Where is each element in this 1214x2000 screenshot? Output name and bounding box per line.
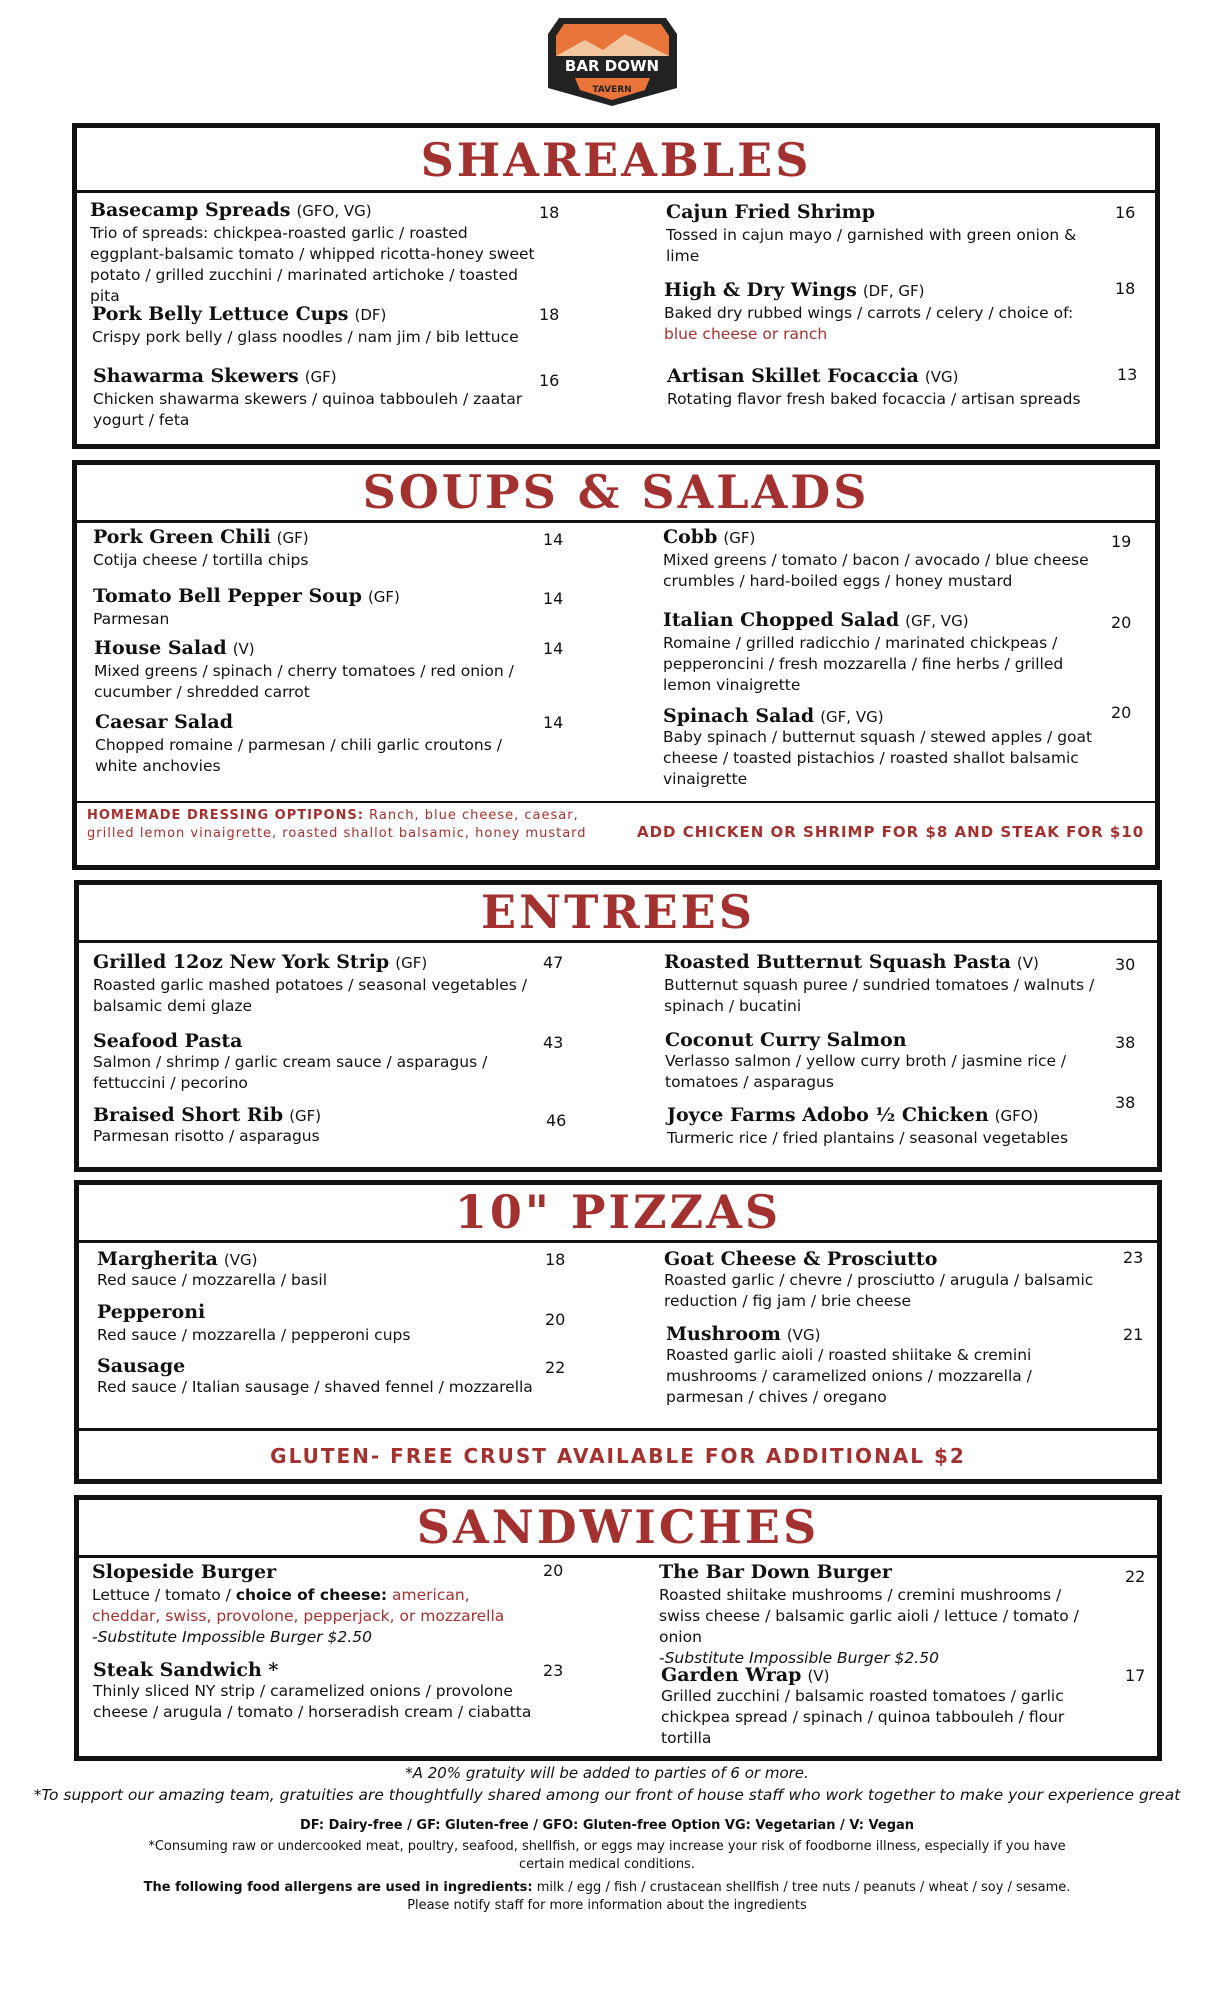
item-price: 14 xyxy=(543,589,564,608)
item-tags: (DF, GF) xyxy=(862,282,925,300)
item-price: 47 xyxy=(543,953,564,972)
item-price: 14 xyxy=(543,713,564,732)
item-desc: Mixed greens / spinach / cherry tomatoes / red onion / cucumber / shredded carrot xyxy=(94,662,514,701)
menu-item xyxy=(664,279,1104,345)
bar-down-tavern-logo xyxy=(545,10,680,108)
menu-item xyxy=(94,637,544,703)
item-name: Goat Cheese & Prosciutto xyxy=(664,1248,938,1270)
item-desc: Red sauce / mozzarella / pepperoni cups xyxy=(97,1326,411,1344)
item-price: 20 xyxy=(545,1310,566,1329)
menu-item xyxy=(666,1323,1106,1408)
item-desc: Rotating flavor fresh baked focaccia / artisan spreads xyxy=(667,390,1081,408)
shareables-section xyxy=(72,123,1160,449)
cheese-choice-label: choice of cheese: xyxy=(235,1586,388,1604)
item-name: The Bar Down Burger xyxy=(659,1561,892,1583)
dressing-options xyxy=(87,807,607,843)
menu-item xyxy=(97,1301,547,1346)
item-desc: Baked dry rubbed wings / carrots / celery / choice of: blue cheese or ranch xyxy=(664,304,1074,343)
sandwiches-section xyxy=(74,1495,1162,1761)
item-name: Sausage xyxy=(97,1355,186,1377)
item-desc: Tossed in cajun mayo / garnished with green onion & lime xyxy=(666,226,1077,265)
item-tags: (GF) xyxy=(276,529,309,547)
item-name: Pork Green Chili xyxy=(93,526,271,548)
item-name: Mushroom xyxy=(666,1323,781,1345)
item-tags: (GF, VG) xyxy=(905,612,969,630)
section-title: ENTREES xyxy=(481,885,755,939)
item-price: 16 xyxy=(539,371,560,390)
item-tags: (GFO) xyxy=(994,1107,1039,1125)
item-desc: Roasted garlic aioli / roasted shiitake & cremini mushrooms / caramelized onions / mozzarella / parmesan / chives / oregano xyxy=(666,1346,1032,1406)
menu-item xyxy=(666,201,1106,267)
impossible-substitute: -Substitute Impossible Burger $2.50 xyxy=(92,1628,372,1646)
item-tags: (VG) xyxy=(924,368,959,386)
menu-item xyxy=(93,1030,543,1094)
item-price: 16 xyxy=(1115,203,1136,222)
item-name: High & Dry Wings xyxy=(664,279,857,301)
cheese-options: american, cheddar, swiss, provolone, pepperjack, or mozzarella xyxy=(92,1586,505,1625)
item-desc: Parmesan xyxy=(93,610,170,628)
item-desc: Grilled zucchini / balsamic roasted tomatoes / garlic chickpea spread / spinach / quinoa tabbouleh / flour tortilla xyxy=(661,1687,1065,1747)
menu-item xyxy=(93,585,543,630)
item-price: 38 xyxy=(1115,1093,1136,1112)
item-desc: Roasted garlic / chevre / prosciutto / arugula / balsamic reduction / fig jam / brie cheese xyxy=(664,1271,1094,1310)
item-desc: Roasted shiitake mushrooms / cremini mushrooms / swiss cheese / balsamic garlic aioli / lettuce / tomato / onion -Substitute Impossible Burger $2.50 xyxy=(659,1586,1079,1667)
item-name: Braised Short Rib xyxy=(93,1104,284,1126)
item-price: 14 xyxy=(543,639,564,658)
item-tags: (GF) xyxy=(367,588,400,606)
menu-item xyxy=(92,1561,532,1648)
item-name: Steak Sandwich * xyxy=(93,1659,279,1681)
menu-item xyxy=(93,1104,543,1147)
menu-item xyxy=(97,1248,547,1291)
item-desc: Chopped romaine / parmesan / chili garlic croutons / white anchovies xyxy=(95,736,502,775)
item-desc: Thinly sliced NY strip / caramelized onions / provolone cheese / arugula / tomato / horseradish cream / ciabatta xyxy=(93,1682,532,1721)
allergen-note xyxy=(130,1879,1084,1915)
item-price: 22 xyxy=(1125,1567,1146,1586)
soups-salads-section xyxy=(72,460,1160,870)
item-desc: Mixed greens / tomato / bacon / avocado / blue cheese crumbles / hard-boiled eggs / honey mustard xyxy=(663,551,1089,590)
allergen-list: milk / egg / fish / crustacean shellfish / tree nuts / peanuts / wheat / soy / sesame. Please notify staff for more information about the ingredients xyxy=(407,1880,1071,1913)
gluten-free-crust-note: GLUTEN- FREE CRUST AVAILABLE FOR ADDITIONAL $2 xyxy=(270,1444,966,1468)
item-desc: Butternut squash puree / sundried tomatoes / walnuts / spinach / bucatini xyxy=(664,976,1095,1015)
item-desc: Red sauce / mozzarella / basil xyxy=(97,1271,328,1289)
item-price: 20 xyxy=(543,1561,564,1580)
menu-item xyxy=(93,365,543,431)
item-name: House Salad xyxy=(94,637,227,659)
item-price: 18 xyxy=(539,305,560,324)
allergen-label: The following food allergens are used in ingredients: xyxy=(143,1880,533,1895)
item-tags: (GF) xyxy=(395,954,428,972)
item-desc: Roasted garlic mashed potatoes / seasonal vegetables / balsamic demi glaze xyxy=(93,976,528,1015)
item-desc: Verlasso salmon / yellow curry broth / jasmine rice / tomatoes / asparagus xyxy=(665,1052,1067,1091)
item-name: Artisan Skillet Focaccia xyxy=(667,365,919,387)
section-title: SANDWICHES xyxy=(416,1500,820,1554)
menu-item xyxy=(667,365,1107,410)
item-tags: (GF, VG) xyxy=(820,708,884,726)
svg-text:TAVERN: TAVERN xyxy=(592,85,632,95)
item-price: 20 xyxy=(1111,613,1132,632)
item-name: Seafood Pasta xyxy=(93,1030,243,1052)
item-price: 30 xyxy=(1115,955,1136,974)
section-title: SOUPS & SALADS xyxy=(362,465,870,519)
item-name: Pork Belly Lettuce Cups xyxy=(92,303,349,325)
dressing-label: HOMEMADE DRESSING OPTIPONS: xyxy=(87,808,364,823)
item-name: Cobb xyxy=(663,526,718,548)
svg-text:BAR DOWN: BAR DOWN xyxy=(564,57,660,75)
item-price: 21 xyxy=(1123,1325,1144,1344)
item-tags: (V) xyxy=(1016,954,1039,972)
item-tags: (V) xyxy=(807,1667,830,1685)
impossible-substitute: -Substitute Impossible Burger $2.50 xyxy=(659,1649,939,1667)
item-name: Tomato Bell Pepper Soup xyxy=(93,585,362,607)
menu-item xyxy=(667,1104,1107,1149)
item-price: 18 xyxy=(545,1250,566,1269)
menu-item xyxy=(93,526,543,571)
item-name: Garden Wrap xyxy=(661,1664,802,1686)
menu-item xyxy=(663,705,1103,790)
item-desc: Romaine / grilled radicchio / marinated chickpeas / pepperoncini / fresh mozzarella / fine herbs / grilled lemon vinaigrette xyxy=(663,634,1064,694)
menu-item xyxy=(92,303,542,348)
raw-food-warning: *Consuming raw or undercooked meat, poultry, seafood, shellfish, or eggs may increase your risk of foodborne illness, especially if you have certain medical conditions. xyxy=(148,1839,1066,1872)
item-desc: Turmeric rice / fried plantains / seasonal vegetables xyxy=(667,1129,1069,1147)
item-name: Roasted Butternut Squash Pasta xyxy=(664,951,1011,973)
item-tags: (VG) xyxy=(223,1251,258,1269)
menu-item xyxy=(93,1659,533,1723)
item-price: 17 xyxy=(1125,1666,1146,1685)
item-tags: (GF) xyxy=(723,529,756,547)
item-price: 23 xyxy=(543,1661,564,1680)
pizzas-section xyxy=(74,1180,1162,1484)
item-name: Caesar Salad xyxy=(95,711,234,733)
item-price: 23 xyxy=(1123,1248,1144,1267)
dietary-legend: DF: Dairy-free / GF: Gluten-free / GFO: Gluten-free Option VG: Vegetarian / V: Vegan xyxy=(299,1818,915,1833)
item-price: 43 xyxy=(543,1033,564,1052)
item-desc: Baby spinach / butternut squash / stewed apples / goat cheese / toasted pistachios / roasted shallot balsamic vinaigrette xyxy=(663,728,1093,788)
item-name: Shawarma Skewers xyxy=(93,365,299,387)
menu-item xyxy=(664,1248,1104,1312)
item-price: 19 xyxy=(1111,532,1132,551)
item-name: Basecamp Spreads xyxy=(90,199,291,221)
item-name: Italian Chopped Salad xyxy=(663,609,900,631)
item-tags: (GF) xyxy=(289,1107,322,1125)
menu-item xyxy=(93,951,543,1017)
item-desc-choice: blue cheese or ranch xyxy=(664,325,828,343)
section-title: SHAREABLES xyxy=(420,133,812,187)
item-name: Slopeside Burger xyxy=(92,1561,277,1583)
item-desc: Salmon / shrimp / garlic cream sauce / asparagus / fettuccini / pecorino xyxy=(93,1053,488,1092)
entrees-section xyxy=(74,880,1162,1172)
item-price: 18 xyxy=(539,203,560,222)
item-desc: Red sauce / Italian sausage / shaved fennel / mozzarella xyxy=(97,1378,533,1396)
item-desc: Chicken shawarma skewers / quinoa tabbouleh / zaatar yogurt / feta xyxy=(93,390,523,429)
item-name: Cajun Fried Shrimp xyxy=(666,201,876,223)
menu-item xyxy=(663,526,1103,592)
item-price: 14 xyxy=(543,530,564,549)
item-tags: (VG) xyxy=(786,1326,821,1344)
item-desc: Lettuce / tomato / choice of cheese: american, cheddar, swiss, provolone, pepperjack, or mozzarella -Substitute Impossible Burger $2.50 xyxy=(92,1586,505,1646)
menu-item xyxy=(90,199,540,307)
item-desc: Trio of spreads: chickpea-roasted garlic / roasted eggplant-balsamic tomato / whipped ricotta-honey sweet potato / grilled zucchini / marinated artichoke / toasted pita xyxy=(90,224,535,305)
item-tags: (V) xyxy=(232,640,255,658)
menu-item xyxy=(664,951,1104,1017)
item-name: Pepperoni xyxy=(97,1301,206,1323)
item-price: 22 xyxy=(545,1358,566,1377)
item-tags: (GFO, VG) xyxy=(296,202,372,220)
item-name: Margherita xyxy=(97,1248,218,1270)
item-price: 38 xyxy=(1115,1033,1136,1052)
menu-item xyxy=(95,711,545,777)
item-name: Joyce Farms Adobo ½ Chicken xyxy=(667,1104,989,1126)
item-price: 13 xyxy=(1117,365,1138,384)
item-name: Coconut Curry Salmon xyxy=(665,1029,907,1051)
menu-item xyxy=(661,1664,1101,1749)
gratuity-note: *A 20% gratuity will be added to parties of 6 or more. xyxy=(405,1764,809,1782)
menu-item xyxy=(663,609,1103,696)
menu-item xyxy=(659,1561,1099,1669)
gratuity-sharing-note: *To support our amazing team, gratuities are thoughtfully shared among our front of house staff who work together to make your experience great xyxy=(33,1786,1181,1804)
item-desc: Cotija cheese / tortilla chips xyxy=(93,551,309,569)
item-price: 18 xyxy=(1115,279,1136,298)
item-tags: (DF) xyxy=(354,306,387,324)
menu-item xyxy=(665,1029,1105,1093)
item-desc: Crispy pork belly / glass noodles / nam jim / bib lettuce xyxy=(92,328,519,346)
section-title: 10" PIZZAS xyxy=(454,1185,782,1239)
item-price: 46 xyxy=(546,1111,567,1130)
protein-addon: ADD CHICKEN OR SHRIMP FOR $8 AND STEAK FOR $10 xyxy=(637,823,1145,841)
item-desc: Parmesan risotto / asparagus xyxy=(93,1127,320,1145)
item-price: 20 xyxy=(1111,703,1132,722)
menu-item xyxy=(97,1355,547,1398)
item-name: Grilled 12oz New York Strip xyxy=(93,951,390,973)
item-tags: (GF) xyxy=(304,368,337,386)
dressing-text: Ranch, blue cheese, caesar, grilled lemon vinaigrette, roasted shallot balsamic, honey mustard xyxy=(87,808,587,841)
item-name: Spinach Salad xyxy=(663,705,815,727)
